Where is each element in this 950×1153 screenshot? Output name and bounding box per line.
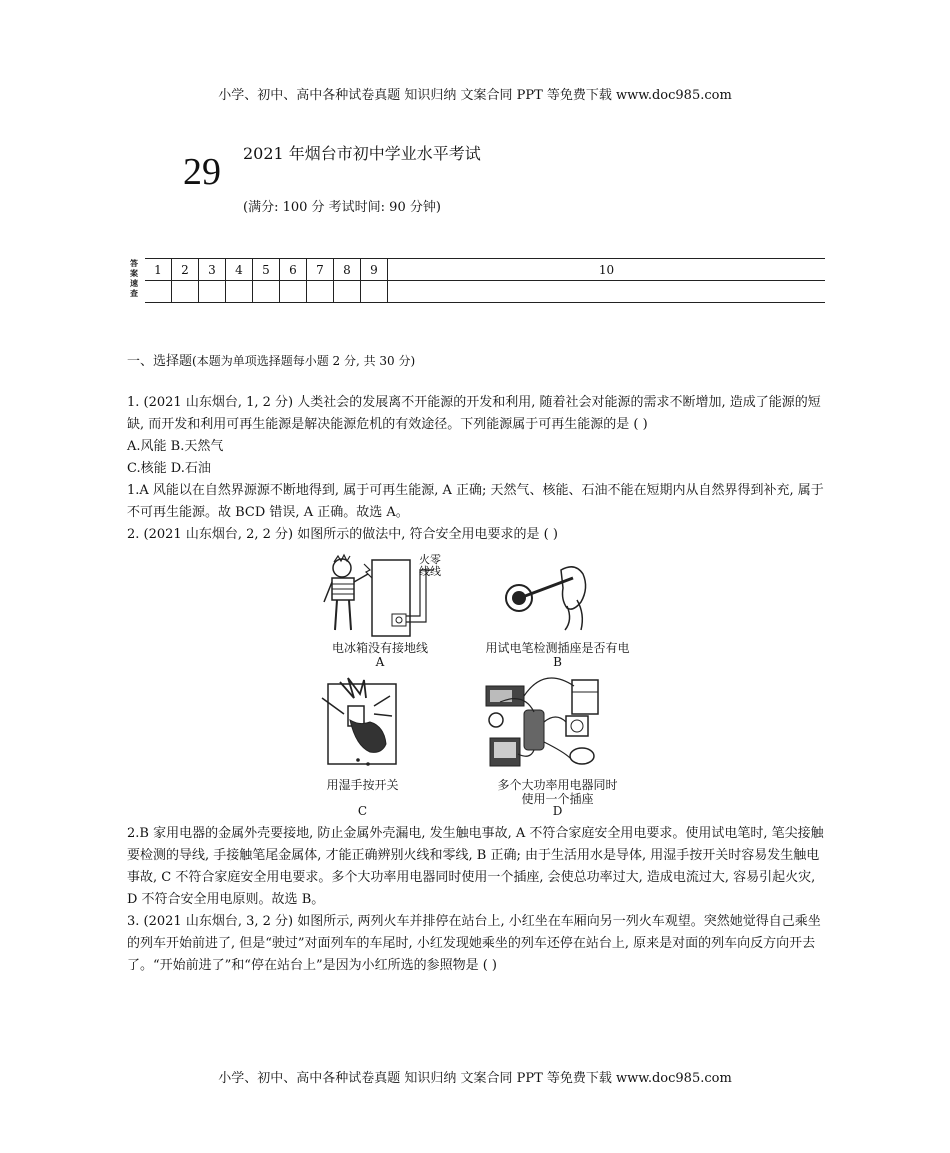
figure-d-caption-line-2: 使用一个插座 — [521, 792, 594, 806]
section-heading — [127, 350, 415, 369]
question-1-options-cd: C.核能 D.石油 — [127, 461, 211, 476]
figure-b-letter: B — [553, 655, 562, 669]
answer-col-7: 7 — [307, 259, 334, 281]
answer-cell[interactable] — [199, 281, 226, 303]
figure-c-illustration — [318, 676, 408, 768]
paper-title: 2021 年烟台市初中学业水平考试 — [243, 144, 481, 163]
answer-col-6: 6 — [280, 259, 307, 281]
answer-cell[interactable] — [388, 281, 826, 303]
figure-b-caption: 用试电笔检测插座是否有电 — [485, 641, 630, 655]
figure-b-illustration — [495, 556, 605, 636]
question-1-answer: 1.A 风能以在自然界源源不断地得到, 属于可再生能源, A 正确; 天然气、核能、石油不能在短期内从自然界得到补充, 属于不可再生能源。故 BCD 错误, A 正确。故选 A。 — [127, 483, 824, 520]
figure-d-illustration — [480, 672, 610, 772]
paper-number: 29 — [183, 151, 221, 193]
page-header: 小学、初中、高中各种试卷真题 知识归纳 文案合同 PPT 等免费下载 www.doc985.com — [218, 88, 732, 103]
paper-meta: (满分: 100 分 考试时间: 90 分钟) — [243, 200, 441, 215]
section-title: 一、选择题 — [127, 354, 193, 369]
figure-c-caption: 用湿手按开关 — [326, 778, 399, 792]
answer-col-10: 10 — [388, 259, 826, 281]
answer-col-1: 1 — [145, 259, 172, 281]
question-3-stem: 3. (2021 山东烟台, 3, 2 分) 如图所示, 两列火车并排停在站台上, 小红坐在车厢向另一列火车观望。突然她觉得自己乘坐的列车开始前进了, 但是“驶过”对面列车的车尾时, 小红发现她乘坐的列车还停在站台上, 原来是对面的列车向反方向开去了。“开始前进了”和“停在站台上”是因为小红所选的参照物是 ( ) — [127, 914, 821, 973]
figure-a-caption: 电冰箱没有接地线 — [331, 641, 428, 655]
answer-table-header-row — [145, 259, 825, 281]
question-1-options-ab: A.风能 B.天然气 — [127, 439, 224, 454]
answer-cell[interactable] — [361, 281, 388, 303]
answer-table-blank-row — [145, 281, 825, 303]
answer-cell[interactable] — [334, 281, 361, 303]
answer-cell[interactable] — [253, 281, 280, 303]
answer-cell[interactable] — [172, 281, 199, 303]
figure-d-caption-line-1: 多个大功率用电器同时 — [497, 778, 618, 792]
answer-cell[interactable] — [307, 281, 334, 303]
wire-label-line-1: 火零 — [419, 553, 441, 566]
question-1-stem: 1. (2021 山东烟台, 1, 2 分) 人类社会的发展离不开能源的开发和利用, 随着社会对能源的需求不断增加, 造成了能源的短缺, 而开发和利用可再生能源是解决能源危机的有效途径。下列能源属于可再生能源的是 ( ) — [127, 395, 821, 432]
question-2-answer: 2.B 家用电器的金属外壳要接地, 防止金属外壳漏电, 发生触电事故, A 不符合家庭安全用电要求。使用试电笔时, 笔尖接触要检测的导线, 手接触笔尾金属体, 才能正确辨别火线和零线, B 正确; 由于生活用水是导体, 用湿手按开关时容易发生触电事故, C 不符合家庭安全用电要求。多个大功率用电器同时使用一个插座, 会使总功率过大, 造成电流过大, 容易引起火灾, D 不符合安全用电原则。故选 B。 — [127, 826, 824, 907]
answer-table-label: 答 案 速 查 — [130, 258, 138, 298]
figure-d-letter: D — [552, 804, 563, 818]
answer-cell[interactable] — [280, 281, 307, 303]
answer-cell[interactable] — [226, 281, 253, 303]
answer-table — [145, 258, 825, 303]
section-note: (本题为单项选择题每小题 2 分, 共 30 分) — [192, 354, 416, 368]
page-footer: 小学、初中、高中各种试卷真题 知识归纳 文案合同 PPT 等免费下载 www.doc985.com — [218, 1071, 732, 1086]
figure-a-wire-label — [405, 554, 455, 578]
figure-a-letter: A — [375, 655, 385, 669]
answer-cell[interactable] — [145, 281, 172, 303]
answer-col-5: 5 — [253, 259, 280, 281]
answer-col-2: 2 — [172, 259, 199, 281]
answer-col-9: 9 — [361, 259, 388, 281]
answer-col-8: 8 — [334, 259, 361, 281]
wire-label-line-2: 线线 — [419, 565, 441, 578]
figure-c-letter: C — [357, 804, 368, 818]
question-2-stem: 2. (2021 山东烟台, 2, 2 分) 如图所示的做法中, 符合安全用电要求的是 ( ) — [127, 527, 558, 542]
answer-col-4: 4 — [226, 259, 253, 281]
answer-col-3: 3 — [199, 259, 226, 281]
